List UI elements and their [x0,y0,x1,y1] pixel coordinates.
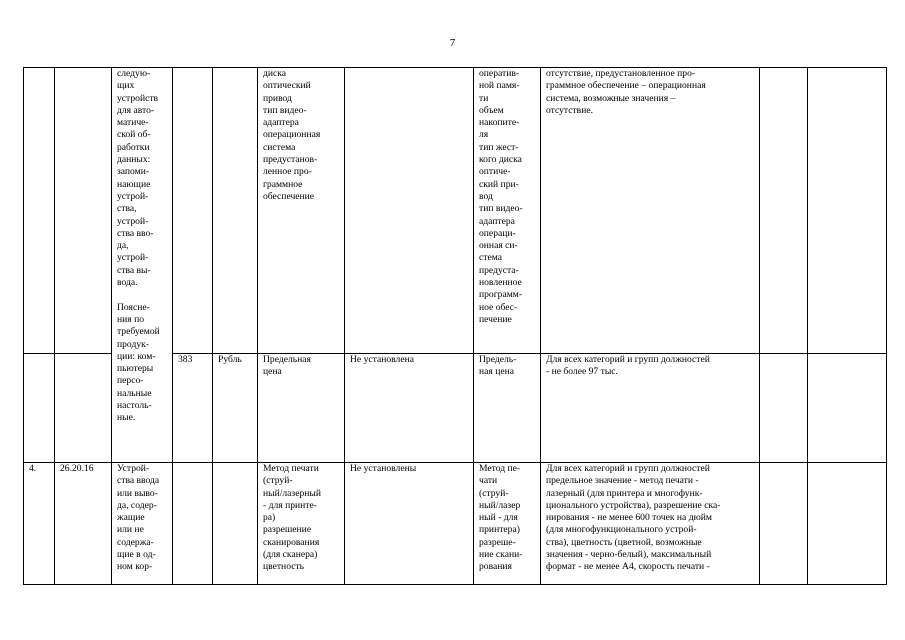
characteristic-cell-2: Метод пе- чати (струй- ный/лазер ный - для принтера) разреше- ние скани- рования [474,463,541,585]
extra-cell [808,68,887,354]
product-name-cell: Устрой- ства ввода или выво- да, содер- жащие или не содержа- щие в од- ном кор- [112,463,173,585]
characteristic-cell: Предельная цена [258,354,345,463]
extra-cell [760,463,808,585]
okei-code-cell [173,463,213,585]
extra-cell [760,354,808,463]
characteristic-cell: диска оптический привод тип видео- адаптера операционная система предустанов- ленное про- граммное обеспечение [258,68,345,354]
product-name-cell: следую- щих устройств для авто- матиче- ской об- работки данных: запоми- нающие устрой- ства, устрой- ства вво- да, устрой- ства вы- вода. Поясне- ния по требуемой продук- ции: ком- пьютеры персо- нальные настоль- ные. [112,68,173,463]
okpd-code-cell: 26.20.16 [55,463,112,585]
okpd-code-cell [55,68,112,354]
characteristic-cell: Метод печати (струй- ный/лазерный - для принте- ра) разрешение сканирования (для сканера) цветность [258,463,345,585]
okpd-code-cell [55,354,112,463]
okei-code-cell [173,68,213,354]
unit-cell [213,68,258,354]
value-cell: Не установлена [345,354,474,463]
value-cell: Не установлены [345,463,474,585]
value-cell [345,68,474,354]
row-number-cell [24,354,55,463]
page-number: 7 [449,37,456,49]
characteristic-cell-2: оператив- ной памя- ти объем накопите- ля тип жест- кого диска оптиче- ский при- вод тип видео- адаптера операци- онная си- стема предуста- новленное программ- ное обес- печение [474,68,541,354]
unit-cell [213,463,258,585]
value-cell-2: Для всех категорий и групп должностей - не более 97 тыс. [541,354,760,463]
extra-cell [760,68,808,354]
table-row [24,463,887,585]
characteristic-cell-2: Предель- ная цена [474,354,541,463]
okei-code-cell: 383 [173,354,213,463]
value-cell-2: отсутствие, предустановленное про- граммное обеспечение – операционная система, возможные значения – отсутствие. [541,68,760,354]
table-row [24,68,887,354]
extra-cell [808,354,887,463]
value-cell-2: Для всех категорий и групп должностей предельное значение - метод печати - лазерный (для принтера и многофунк- ционального устройства), разрешение ска- нирования - не менее 600 точек на дюйм (для многофункционального устрой- ства), цветность (цветной, возможные значения - черно-белый), максимальный формат - не менее А4, скорость печати - [541,463,760,585]
unit-cell: Рубль [213,354,258,463]
row-number-cell: 4. [24,463,55,585]
extra-cell [808,463,887,585]
row-number-cell [24,68,55,354]
requirements-table [23,67,887,585]
